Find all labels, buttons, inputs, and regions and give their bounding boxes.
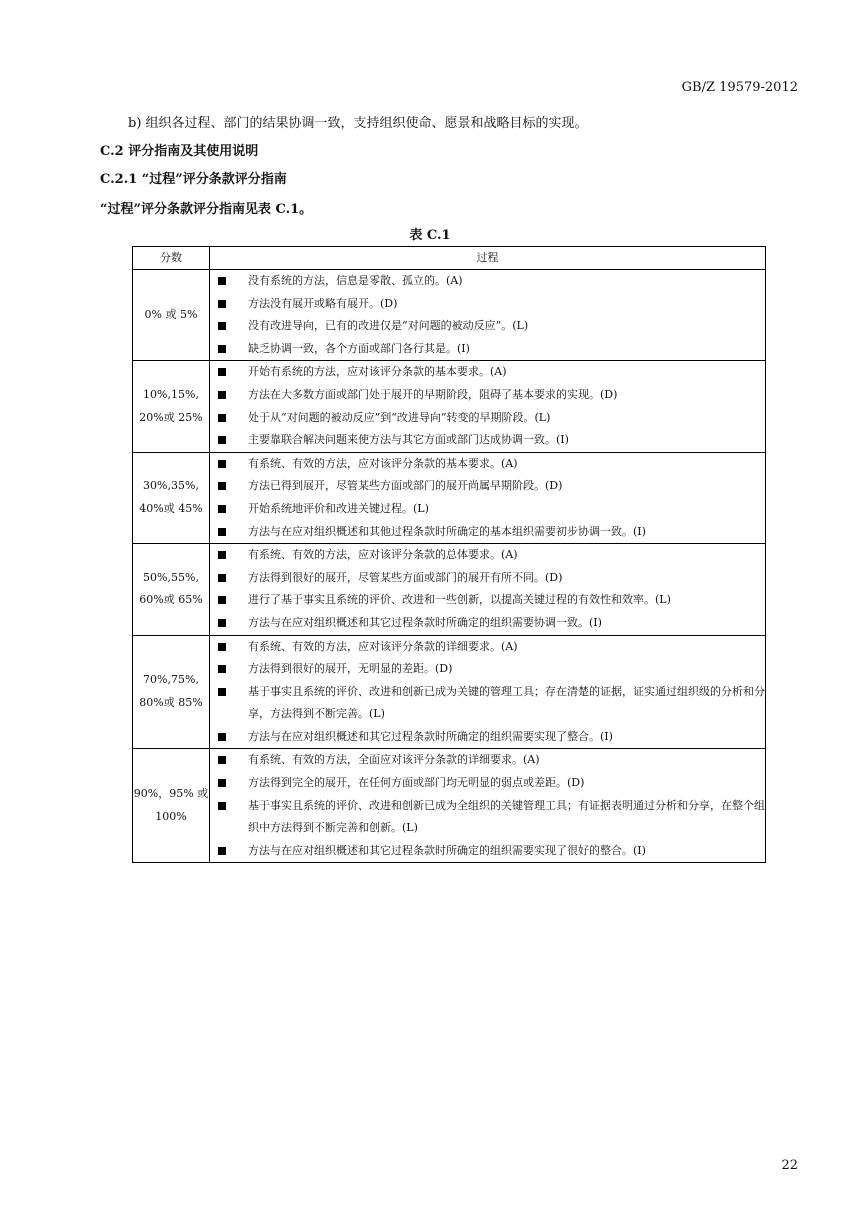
process-item bbox=[210, 293, 765, 316]
score-cell: 70%,75%, 80%或 85% bbox=[133, 635, 210, 749]
square-bullet-icon bbox=[218, 345, 226, 353]
square-bullet-icon bbox=[218, 574, 226, 582]
table-row bbox=[133, 635, 766, 749]
process-item bbox=[210, 521, 765, 544]
process-item-text: 方法没有展开或略有展开。(D) bbox=[248, 296, 398, 310]
table-row bbox=[133, 544, 766, 635]
process-item bbox=[210, 475, 765, 498]
process-item-text: 方法得到完全的展开，在任何方面或部门均无明显的弱点或差距。(D) bbox=[248, 776, 585, 790]
process-item bbox=[210, 636, 765, 659]
square-bullet-icon bbox=[218, 414, 226, 422]
square-bullet-icon bbox=[218, 528, 226, 536]
process-item-text: 方法已得到展开，尽管某些方面或部门的展开尚属早期阶段。(D) bbox=[248, 479, 563, 493]
process-item bbox=[210, 498, 765, 521]
square-bullet-icon bbox=[218, 643, 226, 651]
process-item bbox=[210, 270, 765, 293]
square-bullet-icon bbox=[218, 505, 226, 513]
square-bullet-icon bbox=[218, 368, 226, 376]
score-cell: 50%,55%, 60%或 65% bbox=[133, 544, 210, 635]
process-item-text: 方法得到很好的展开，尽管某些方面或部门的展开有所不同。(D) bbox=[248, 570, 563, 584]
process-item-text: 方法与在应对组织概述和其他过程条款时所确定的基本组织需要初步协调一致。(I) bbox=[248, 524, 646, 538]
square-bullet-icon bbox=[218, 460, 226, 468]
process-item bbox=[210, 681, 765, 726]
square-bullet-icon bbox=[218, 619, 226, 627]
square-bullet-icon bbox=[218, 756, 226, 764]
square-bullet-icon bbox=[218, 802, 226, 810]
process-item-text: 有系统、有效的方法，应对该评分条款的总体要求。(A) bbox=[248, 548, 518, 562]
process-cell bbox=[210, 749, 766, 863]
process-item-text: 进行了基于事实且系统的评价、改进和一些创新，以提高关键过程的有效性和效率。(L) bbox=[248, 593, 671, 607]
process-item bbox=[210, 567, 765, 590]
table-row bbox=[133, 361, 766, 452]
table-row bbox=[133, 270, 766, 361]
square-bullet-icon bbox=[218, 482, 226, 490]
process-cell bbox=[210, 544, 766, 635]
process-item-text: 方法与在应对组织概述和其它过程条款时所确定的组织需要协调一致。(I) bbox=[248, 615, 602, 629]
score-cell: 0% 或 5% bbox=[133, 270, 210, 361]
process-item bbox=[210, 407, 765, 430]
list-item-b: b) 组织各过程、部门的结果协调一致，支持组织使命、愿景和战略目标的实现。 bbox=[128, 116, 588, 131]
process-cell bbox=[210, 361, 766, 452]
square-bullet-icon bbox=[218, 322, 226, 330]
process-item bbox=[210, 749, 765, 772]
square-bullet-icon bbox=[218, 391, 226, 399]
process-item-text: 方法在大多数方面或部门处于展开的早期阶段，阻碍了基本要求的实现。(D) bbox=[248, 387, 618, 401]
process-item-text: 开始有系统的方法，应对该评分条款的基本要求。(A) bbox=[248, 365, 507, 379]
score-table bbox=[132, 246, 766, 863]
section-heading-c21: C.2.1 “过程”评分条款评分指南 bbox=[100, 172, 287, 187]
process-item-text: 有系统、有效的方法，全面应对该评分条款的详细要求。(A) bbox=[248, 753, 540, 767]
process-item-text: 方法与在应对组织概述和其它过程条款时所确定的组织需要实现了整合。(I) bbox=[248, 729, 613, 743]
process-item-text: 主要靠联合解决问题来使方法与其它方面或部门达成协调一致。(I) bbox=[248, 433, 569, 447]
process-cell bbox=[210, 635, 766, 749]
document-code: GB/Z 19579-2012 bbox=[681, 80, 798, 95]
process-item bbox=[210, 658, 765, 681]
process-item-text: 基于事实且系统的评价、改进和创新已成为关键的管理工具；存在清楚的证据，证实通过组织级的分析和分享，方法得到不断完善。(L) bbox=[248, 684, 765, 721]
square-bullet-icon bbox=[218, 436, 226, 444]
process-item-text: 开始系统地评价和改进关键过程。(L) bbox=[248, 501, 429, 515]
process-cell bbox=[210, 452, 766, 543]
process-item-text: 基于事实且系统的评价、改进和创新已成为全组织的关键管理工具；有证据表明通过分析和分享，在整个组织中方法得到不断完善和创新。(L) bbox=[248, 798, 765, 835]
square-bullet-icon bbox=[218, 779, 226, 787]
process-item bbox=[210, 384, 765, 407]
process-item bbox=[210, 429, 765, 452]
process-item bbox=[210, 795, 765, 840]
table-row bbox=[133, 749, 766, 863]
table-intro-text: “过程”评分条款评分指南见表 C.1。 bbox=[100, 202, 313, 217]
square-bullet-icon bbox=[218, 551, 226, 559]
table-title: 表 C.1 bbox=[409, 228, 451, 243]
process-item bbox=[210, 612, 765, 635]
square-bullet-icon bbox=[218, 300, 226, 308]
process-item bbox=[210, 453, 765, 476]
process-cell bbox=[210, 270, 766, 361]
process-item bbox=[210, 772, 765, 795]
square-bullet-icon bbox=[218, 277, 226, 285]
process-item bbox=[210, 840, 765, 863]
page-number: 22 bbox=[781, 1158, 798, 1173]
table-header-row bbox=[133, 247, 766, 270]
process-item bbox=[210, 544, 765, 567]
process-item-text: 方法与在应对组织概述和其它过程条款时所确定的组织需要实现了很好的整合。(I) bbox=[248, 843, 646, 857]
score-cell: 30%,35%, 40%或 45% bbox=[133, 452, 210, 543]
square-bullet-icon bbox=[218, 596, 226, 604]
square-bullet-icon bbox=[218, 733, 226, 741]
process-item bbox=[210, 315, 765, 338]
table-body bbox=[133, 270, 766, 863]
square-bullet-icon bbox=[218, 665, 226, 673]
process-item-text: 处于从“对问题的被动反应”到“改进导向”转变的早期阶段。(L) bbox=[248, 410, 551, 424]
section-heading-c2: C.2 评分指南及其使用说明 bbox=[100, 144, 259, 159]
process-item bbox=[210, 361, 765, 384]
process-item bbox=[210, 589, 765, 612]
square-bullet-icon bbox=[218, 688, 226, 696]
process-item bbox=[210, 726, 765, 749]
process-item-text: 没有改进导向，已有的改进仅是“对问题的被动反应”。(L) bbox=[248, 319, 529, 333]
score-cell: 90%，95% 或 100% bbox=[133, 749, 210, 863]
process-item-text: 没有系统的方法，信息是零散、孤立的。(A) bbox=[248, 274, 463, 287]
header-score: 分数 bbox=[133, 247, 210, 270]
table-row bbox=[133, 452, 766, 543]
process-item-text: 有系统、有效的方法，应对该评分条款的详细要求。(A) bbox=[248, 639, 518, 653]
process-item bbox=[210, 338, 765, 361]
process-item-text: 缺乏协调一致，各个方面或部门各行其是。(I) bbox=[248, 341, 470, 355]
square-bullet-icon bbox=[218, 847, 226, 855]
process-item-text: 有系统、有效的方法，应对该评分条款的基本要求。(A) bbox=[248, 456, 518, 470]
header-process: 过程 bbox=[210, 247, 766, 270]
score-cell: 10%,15%, 20%或 25% bbox=[133, 361, 210, 452]
process-item-text: 方法得到很好的展开，无明显的差距。(D) bbox=[248, 662, 453, 676]
